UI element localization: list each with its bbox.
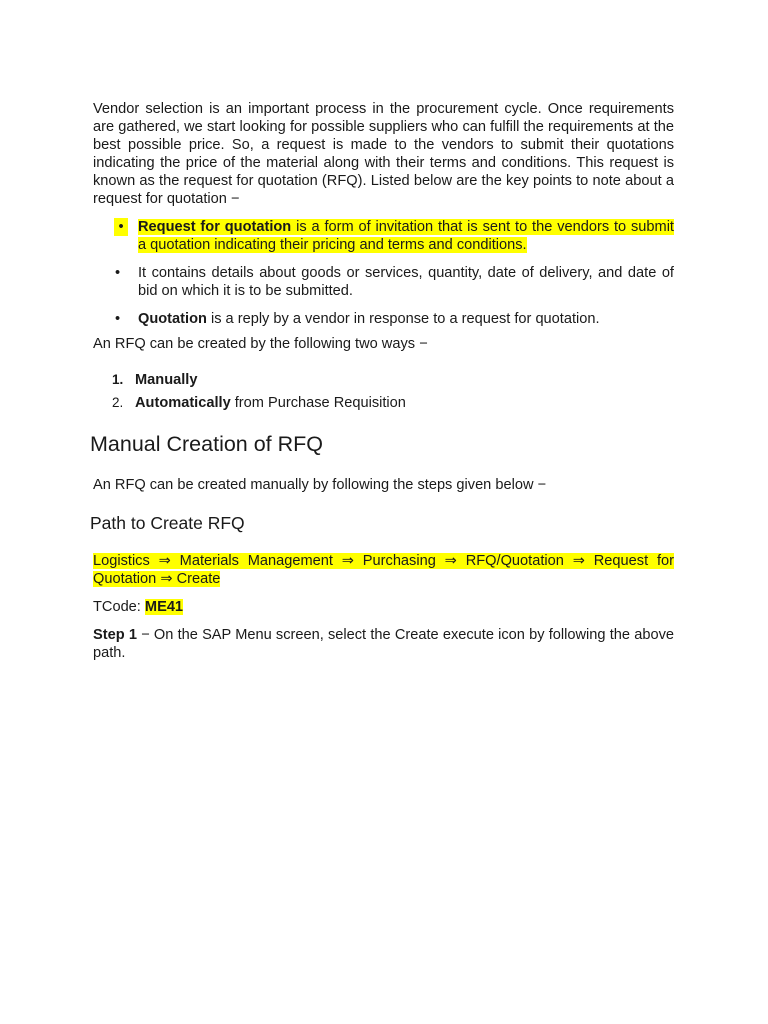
bullet-lead: Request for quotation — [138, 219, 292, 235]
section-title: Manual Creation of RFQ — [90, 432, 324, 456]
bullet-icon: • — [115, 311, 121, 327]
tcode-value: ME41 — [144, 599, 184, 615]
list-item — [93, 394, 674, 412]
tcode-label: TCode: — [93, 599, 145, 615]
path-heading: Path to Create RFQ — [90, 513, 245, 533]
tcode-line — [93, 598, 674, 616]
step-1 — [93, 626, 674, 662]
intro-paragraph: Vendor selection is an important process in the procurement cycle. Once requirements are gathered, we start looking for possible suppliers who can fulfill the requirements at the best possible price. So, a request is made to the vendors to submit their quotations indicating the price of the material along with their terms and conditions. This request is known as the request for quotation (RFQ). Listed below are the key points to note about a request for quotation − — [93, 101, 674, 207]
bullet-text: is a reply by a vendor in response to a request for quotation. — [206, 311, 600, 327]
step-label: Step 1 — [93, 627, 137, 643]
way-label: Manually — [135, 372, 198, 388]
ways-intro: An RFQ can be created by the following two ways − — [93, 336, 428, 352]
bullet-lead: Quotation — [138, 311, 207, 327]
list-item — [93, 264, 674, 300]
document-page — [90, 100, 674, 662]
way-label: Automatically — [135, 395, 231, 411]
bullet-text: is a form of invitation that is sent to the vendors to submit a quotation indicating their pricing and terms and conditions. — [138, 219, 674, 253]
section-intro: An RFQ can be created manually by following the steps given below − — [93, 477, 547, 493]
step-text: − On the SAP Menu screen, select the Create execute icon by following the above path. — [93, 627, 674, 661]
menu-path — [93, 552, 674, 588]
key-points-list — [93, 218, 674, 328]
list-number: 1. — [112, 372, 124, 387]
menu-path-text: Logistics ⇒ Materials Management ⇒ Purchasing ⇒ RFQ/Quotation ⇒ Request for Quotation ⇒ Create — [93, 553, 674, 587]
way-text: from Purchase Requisition — [230, 395, 406, 411]
list-item — [93, 371, 674, 389]
list-item — [93, 218, 674, 254]
bullet-text: It contains details about goods or services, quantity, date of delivery, and date of bid on which it is to be submitted. — [138, 265, 674, 299]
bullet-icon: • — [114, 218, 128, 236]
ways-list — [93, 371, 674, 412]
list-number: 2. — [112, 395, 124, 410]
bullet-icon: • — [115, 265, 121, 281]
list-item — [93, 310, 674, 328]
